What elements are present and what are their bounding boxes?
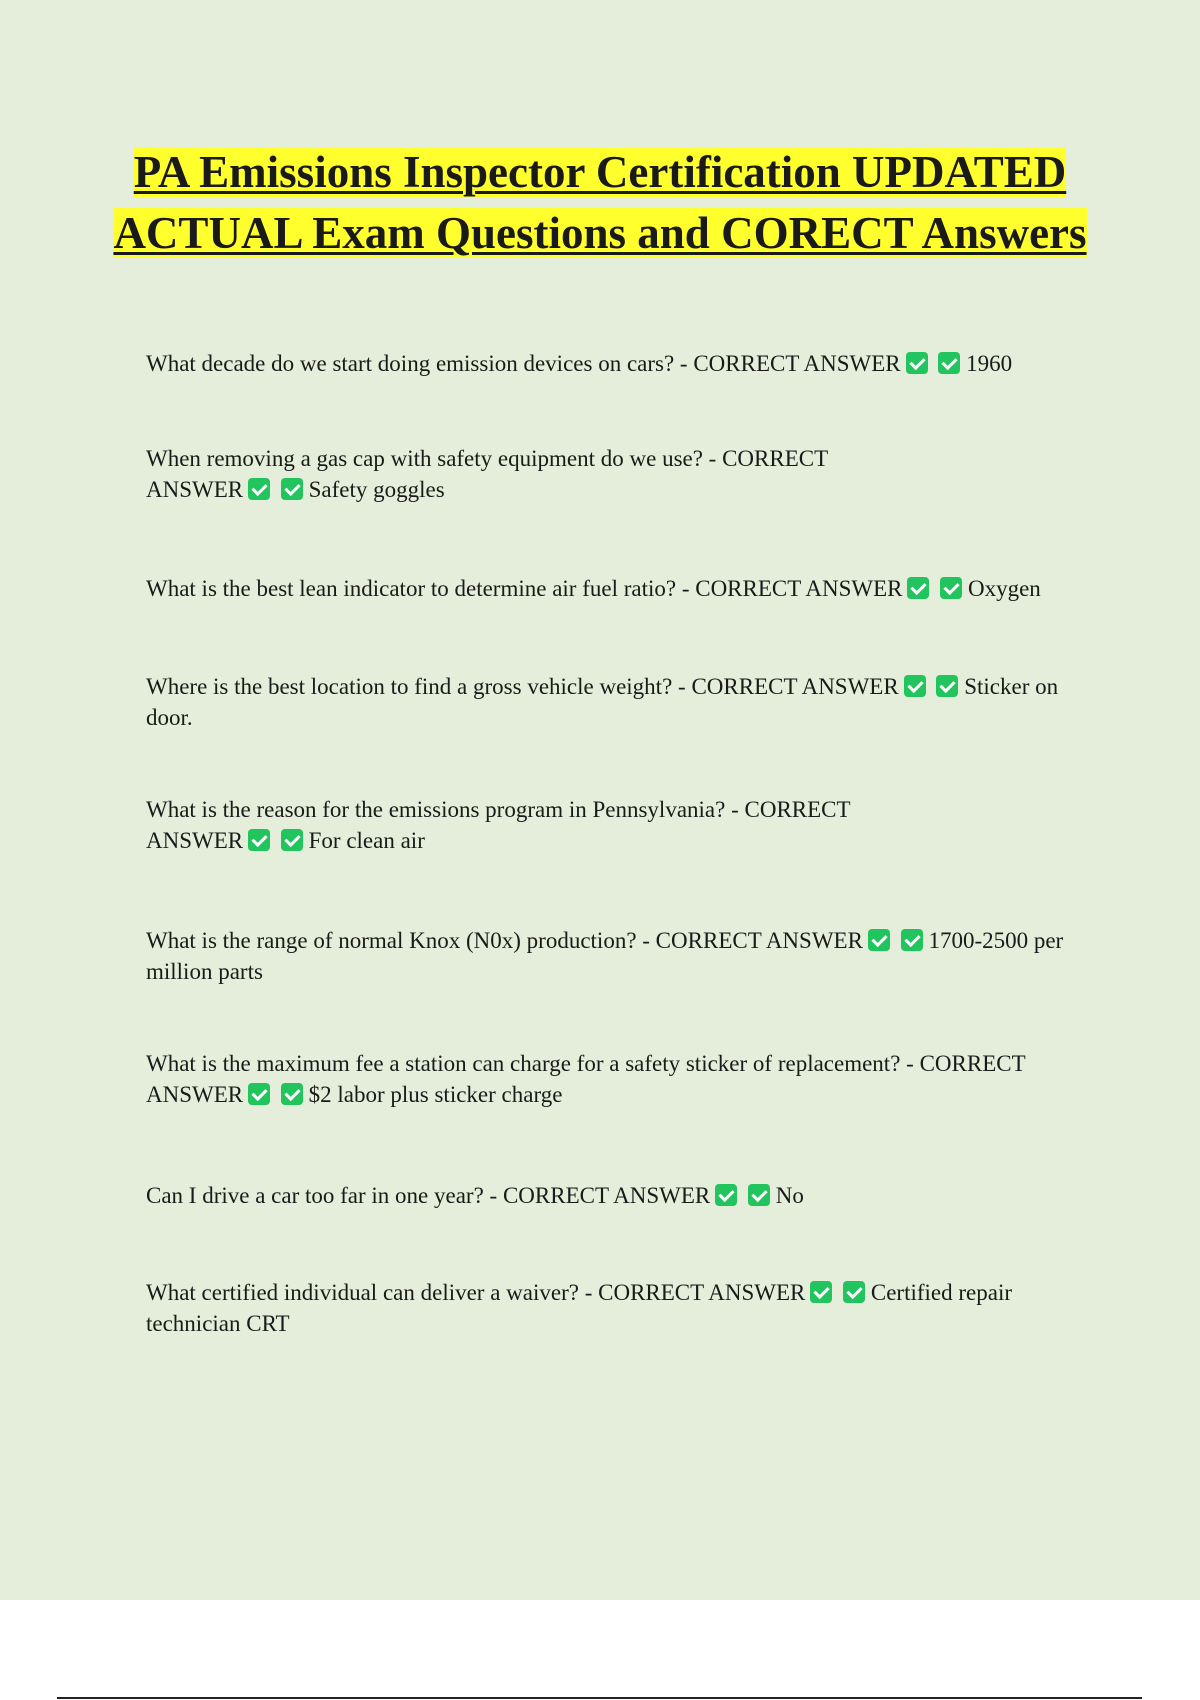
- check-mark-icon: [901, 929, 923, 951]
- answer-text: Sticker on door.: [146, 674, 1059, 730]
- question-text: What is the maximum fee a station can charge for a safety sticker of replacement? - CORRECT ANSWER: [146, 1051, 1026, 1107]
- check-mark-icon: [281, 829, 303, 851]
- question-text: What is the range of normal Knox (N0x) production? - CORRECT ANSWER: [146, 928, 863, 953]
- check-mark-icon: [906, 352, 928, 374]
- footer-divider: [57, 1697, 1142, 1699]
- question-text: What decade do we start doing emission devices on cars? - CORRECT ANSWER: [146, 351, 901, 376]
- qa-item: [146, 1180, 1096, 1211]
- question-text: What certified individual can deliver a waiver? - CORRECT ANSWER: [146, 1280, 806, 1305]
- check-mark-icon: [748, 1184, 770, 1206]
- check-mark-icon: [281, 478, 303, 500]
- answer-text: $2 labor plus sticker charge: [308, 1082, 563, 1107]
- qa-item: [146, 443, 886, 505]
- qa-item: [146, 348, 1076, 379]
- qa-item: [146, 573, 1136, 604]
- check-mark-icon: [868, 929, 890, 951]
- check-mark-icon: [281, 1083, 303, 1105]
- answer-text: For clean air: [308, 828, 425, 853]
- check-mark-icon: [940, 577, 962, 599]
- answer-text: 1960: [966, 351, 1013, 376]
- answer-text: Safety goggles: [308, 477, 445, 502]
- qa-item: [146, 671, 1096, 733]
- document-title-text: PA Emissions Inspector Certification UPDATED ACTUAL Exam Questions and CORECT Answers: [113, 147, 1087, 258]
- answer-text: Oxygen: [967, 576, 1041, 601]
- check-mark-icon: [715, 1184, 737, 1206]
- question-text: Can I drive a car too far in one year? - CORRECT ANSWER: [146, 1183, 711, 1208]
- check-mark-icon: [938, 352, 960, 374]
- check-mark-icon: [904, 675, 926, 697]
- check-mark-icon: [248, 1083, 270, 1105]
- check-mark-icon: [936, 675, 958, 697]
- qa-item: [146, 1277, 1096, 1339]
- question-text: What is the best lean indicator to determine air fuel ratio? - CORRECT ANSWER: [146, 576, 903, 601]
- answer-text: No: [775, 1183, 804, 1208]
- check-mark-icon: [907, 577, 929, 599]
- check-mark-icon: [810, 1281, 832, 1303]
- check-mark-icon: [248, 829, 270, 851]
- question-text: What is the reason for the emissions program in Pennsylvania? - CORRECT ANSWER: [146, 797, 851, 853]
- qa-item: [146, 925, 1096, 987]
- answer-text: Certified repair technician CRT: [146, 1280, 1012, 1336]
- question-text: When removing a gas cap with safety equipment do we use? - CORRECT ANSWER: [146, 446, 828, 502]
- answer-text: 1700-2500 per million parts: [146, 928, 1064, 984]
- document-title: [100, 142, 1100, 264]
- check-mark-icon: [248, 478, 270, 500]
- check-mark-icon: [843, 1281, 865, 1303]
- question-text: Where is the best location to find a gross vehicle weight? - CORRECT ANSWER: [146, 674, 899, 699]
- qa-item: [146, 794, 916, 856]
- qa-item: [146, 1048, 1096, 1110]
